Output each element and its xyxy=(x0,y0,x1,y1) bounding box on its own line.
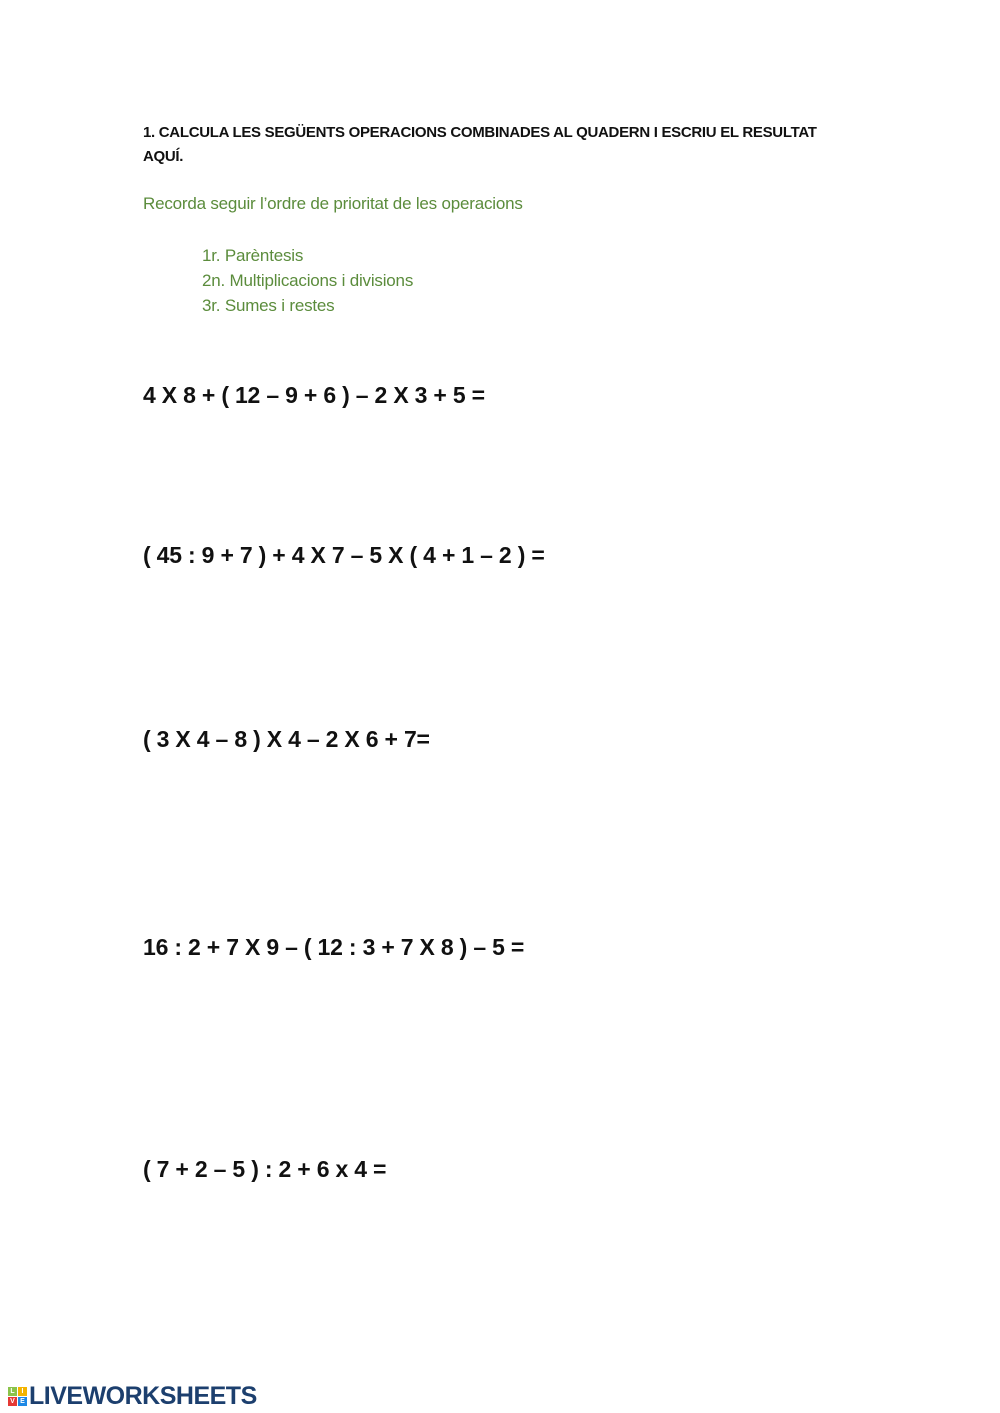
liveworksheets-logo xyxy=(8,1382,257,1411)
priority-hint: Recorda seguir l’ordre de prioritat de les operacions xyxy=(143,194,523,213)
logo-text: LIVEWORKSHEETS xyxy=(29,1382,257,1410)
logo-grid-icon: L I V E xyxy=(8,1387,27,1406)
expression-3: ( 3 X 4 – 8 ) X 4 – 2 X 6 + 7= xyxy=(143,726,430,752)
priority-steps xyxy=(202,243,413,318)
expression-1: 4 X 8 + ( 12 – 9 + 6 ) – 2 X 3 + 5 = xyxy=(143,382,485,408)
step-item: 1r. Parèntesis xyxy=(202,246,304,265)
step-item: 2n. Multiplicacions i divisions xyxy=(202,271,414,290)
step-item: 3r. Sumes i restes xyxy=(202,296,335,315)
expression-4: 16 : 2 + 7 X 9 – ( 12 : 3 + 7 X 8 ) – 5 = xyxy=(143,934,525,960)
exercise-title: 1. CALCULA LES SEGÜENTS OPERACIONS COMBINADES AL QUADERN I ESCRIU EL RESULTAT AQUÍ. xyxy=(143,124,817,165)
expression-2: ( 45 : 9 + 7 ) + 4 X 7 – 5 X ( 4 + 1 – 2 ) = xyxy=(143,542,545,568)
expression-5: ( 7 + 2 – 5 ) : 2 + 6 x 4 = xyxy=(143,1156,387,1182)
